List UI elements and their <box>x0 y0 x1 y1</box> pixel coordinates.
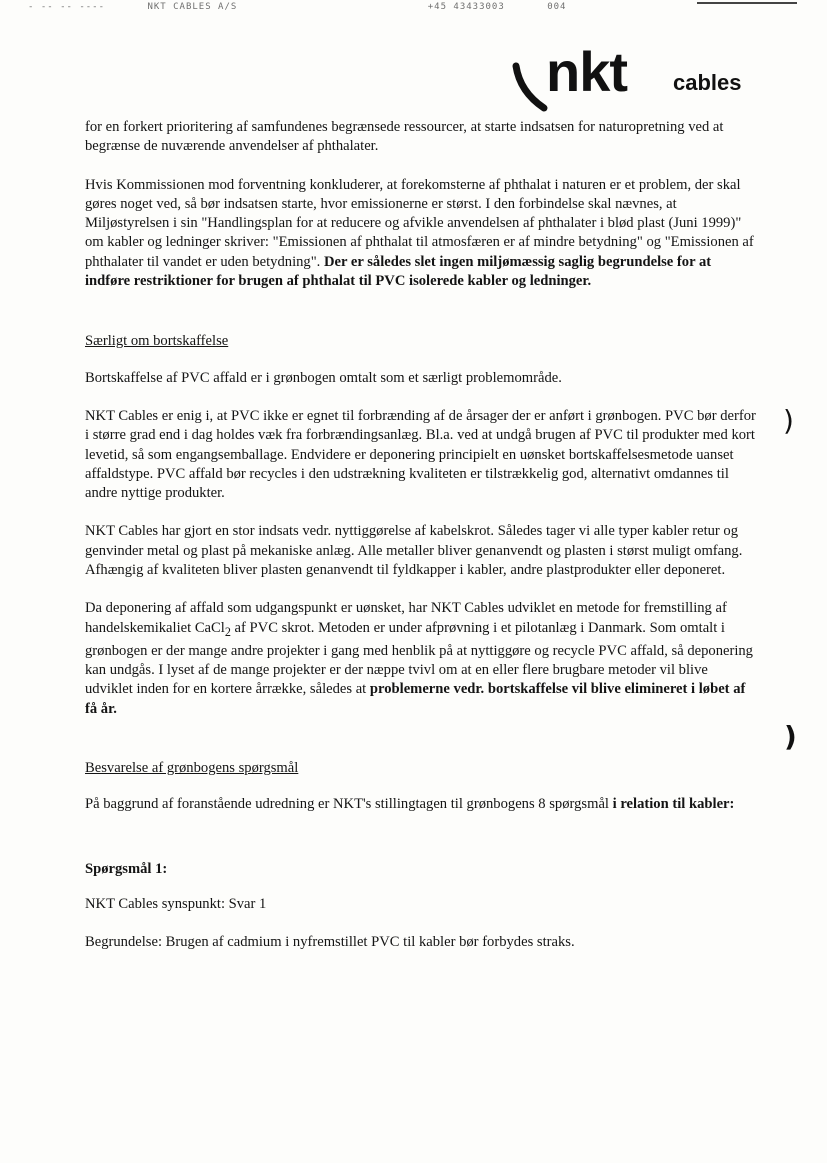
paragraph-answers-text: På baggrund af foranstående udredning er NKT's stillingtagen til grønbogens 8 spørgsmål <box>85 796 609 813</box>
fax-header <box>28 2 817 16</box>
fax-header-sender: NKT CABLES A/S <box>147 2 238 12</box>
paragraph-disposal-intro: Bortskaffelse af PVC affald er i grønbogen omtalt som et særligt problemområde. <box>85 369 562 386</box>
section-heading-disposal: Særligt om bortskaffelse <box>85 333 229 350</box>
paragraph-phthalate-emissions <box>85 176 757 292</box>
fax-header-left: - -- -- ---- <box>28 2 106 12</box>
punch-hole-lower-mark: ) <box>784 720 797 753</box>
punch-hole-upper-mark: ) <box>783 404 794 437</box>
nkt-cables-logo <box>510 40 770 114</box>
subscript-2: 2 <box>224 624 231 639</box>
paragraph-emissions-text: Hvis Kommissionen mod forventning konkluderer, at forekomsterne af phthalat i naturen er et problem, der skal gøres noget ved, så bør indsatsen starte, hvor emissionerne er størst. I den forbindelse skal nævnes, at Miljøstyrelsen i sin "Handlingsplan for at reducere og afvikle anvendelsen af phthalater i blød plast (Juni 1999)" om kabler og ledninger skriver: "Emissionen af phthalat til atmosfæren er af mindre betydning" og "Emissionen af phthalater til vandet er uden betydning". <box>85 176 754 270</box>
paragraph-cable-scrap: NKT Cables har gjort en stor indsats vedr. nyttiggørelse af kabelskrot. Således tager vi alle typer kabler retur og genvinder metal og plast på mekaniske anlæg. Alle metaller bliver genanvendt og plasten i størst muligt omfang. Afhængig af kvaliteten bliver plasten genanvendt til fyldkapper i kabler, andre plastprodukter eller deponeret. <box>85 523 743 579</box>
fax-header-phone: +45 43433003 <box>427 2 505 12</box>
fax-header-rule <box>697 2 797 4</box>
question-1-viewpoint: NKT Cables synspunkt: Svar 1 <box>85 895 267 912</box>
logo-brand: nkt <box>546 40 627 103</box>
paragraph-answers-bold: i relation til kabler: <box>612 796 735 813</box>
letter-body <box>85 118 757 953</box>
paragraph-deposition-text-b: af PVC skrot. Metoden er under afprøvning i et pilotanlæg i Danmark. Som omtalt i grønbogen er der mange andre projekter i gang med henblik på at nyttiggøre og recycle PVC affald, så deponering kan undgås. I lyset af de mange projekter er der næppe tvivl om at en eller flere brugbare metoder vil blive udviklet inden for en kortere årrække, således at <box>85 619 753 698</box>
paragraph-deposition <box>85 599 757 719</box>
paragraph-deposition-text-a: Da deponering af affald som udgangspunkt er uønsket, har NKT Cables udviklet en metode for fremstilling af handelskemikaliet CaCl <box>85 600 727 636</box>
fax-header-page: 004 <box>547 2 567 12</box>
paragraph-continuation: for en forkert prioritering af samfundenes begrænsede ressourcer, at starte indsatsen for naturopretning ved at begrænse de nuværende anvendelser af phthalater. <box>85 119 724 155</box>
paragraph-emissions-conclusion: Der er således slet ingen miljømæssig saglig begrundelse for at indføre restriktioner for brugen af phthalat til PVC isolerede kabler og ledninger. <box>85 253 712 290</box>
question-1-reason: Begrundelse: Brugen af cadmium i nyfremstillet PVC til kabler bør forbydes straks. <box>85 934 575 951</box>
paragraph-deposition-conclusion: problemerne vedr. bortskaffelse vil blive elimineret i løbet af få år. <box>85 681 746 717</box>
paragraph-incineration: NKT Cables er enig i, at PVC ikke er egnet til forbrænding af de årsager der er anført i grønbogen. PVC bør derfor i større grad end i dag holdes væk fra forbrændingsanlæg. Bl.a. ved at undgå brugen af PVC til produkter med kort levetid, så som engangsemballage. Endvidere er deponering principielt en uønsket bortskaffelsesmetode uanset affaldstype. PVC affald bør recycles i den udstrækning kvaliteten er tilstrækkelig god, alternativt omdannes til andre nyttige produkter. <box>85 407 756 502</box>
question-1-title: Spørgsmål 1: <box>85 860 168 877</box>
paragraph-answers-intro <box>85 795 757 814</box>
section-heading-answers: Besvarelse af grønbogens spørgsmål <box>85 760 299 777</box>
logo-suffix: cables <box>673 70 742 95</box>
